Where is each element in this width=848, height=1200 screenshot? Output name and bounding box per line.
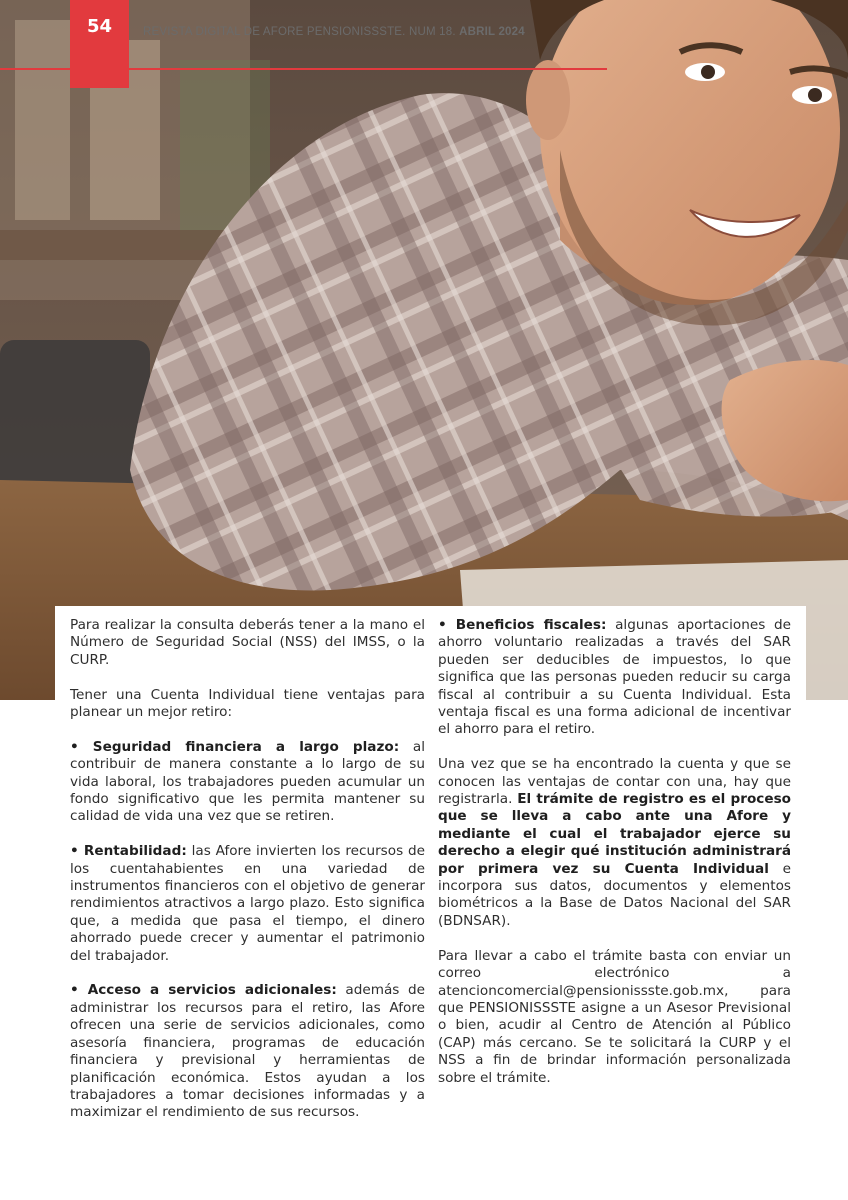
- page-number-tab: [70, 0, 129, 88]
- bullet-rentabilidad: • Rentabilidad: las Afore invierten los recursos de los cuentahabientes en una variedad de instrumentos financieros con el objetivo de generar rendimientos atractivos a largo plazo. Esto significa que, a medida que pasa el tiempo, el dinero ahorrado puede crecer y aumentar el patrimonio del trabajador.: [70, 843, 425, 964]
- publication-name: REVISTA DIGITAL DE AFORE PENSIONISSSTE. NUM 18.: [143, 26, 456, 38]
- procedure-paragraph: Para llevar a cabo el trámite basta con enviar un correo electrónico a atencioncomercial@pensionissste.gob.mx, para que PENSIONISSSTE asigne a un Asesor Previsional o bien, acudir al Centro de Atención al Público (CAP) más cercano. Se te solicitará la CURP y el NSS a fin de brindar información personalizada sobre el trámite.: [438, 947, 791, 1086]
- bullet-beneficios: • Beneficios fiscales: algunas aportaciones de ahorro voluntario realizadas a través del SAR pueden ser deducibles de impuestos, lo que significa que las personas pueden reducir su carga fiscal al contribuir a su Cuenta Individual. Esta ventaja fiscal es una forma adicional de incentivar el ahorro para el retiro.: [438, 617, 791, 738]
- bullet-title: • Rentabilidad:: [70, 843, 187, 860]
- issue-date: ABRIL 2024: [459, 26, 525, 38]
- bullet-title: • Beneficios fiscales:: [438, 617, 607, 633]
- page-number: 54: [86, 16, 113, 37]
- bullet-title: • Seguridad financiera a largo plazo:: [70, 738, 400, 755]
- intro-paragraph: Para realizar la consulta deberás tener a la mano el Número de Seguridad Social (NSS) del IMSS, o la CURP.: [70, 617, 425, 668]
- bullet-seguridad: • Seguridad financiera a largo plazo: al contribuir de manera constante a lo largo de su vida laboral, los trabajadores pueden acumular un fondo significativo que les permita mantener su calidad de vida una vez que se retiren.: [70, 738, 425, 825]
- registration-paragraph: Una vez que se ha encontrado la cuenta y que se conocen las ventajas de contar con una, hay que registrarla. El trámite de registro es el proceso que se lleva a cabo ante una Afore y mediante el cual el trabajador ejerce su derecho a elegir qué institución administrará por primera vez su Cuenta Individual e incorpora sus datos, documentos y elementos biométricos a la Base de Datos Nacional del SAR (BDNSAR).: [438, 756, 792, 929]
- bullet-servicios: • Acceso a servicios adicionales: además de administrar los recursos para el retiro, las Afore ofrecen una serie de servicios adicionales, como asesoría financiera, programas de educación financiera y previsional y herramientas de planificación económica. Estos ayudan a los trabajadores a tomar decisiones informadas y a maximizar el rendimiento de sus recursos.: [70, 982, 425, 1121]
- registration-definition: El trámite de registro es el proceso que se lleva a cabo ante una Afore y mediante el cual el trabajador ejerce su derecho a elegir qué institución administrará por primera vez su Cuenta Individual: [438, 791, 792, 877]
- bullet-title: • Acceso a servicios adicionales:: [70, 982, 337, 999]
- right-column: [438, 617, 791, 1104]
- left-column: [70, 617, 425, 1139]
- advantages-paragraph: Tener una Cuenta Individual tiene ventajas para planear un mejor retiro:: [70, 686, 425, 721]
- running-header: [143, 26, 525, 38]
